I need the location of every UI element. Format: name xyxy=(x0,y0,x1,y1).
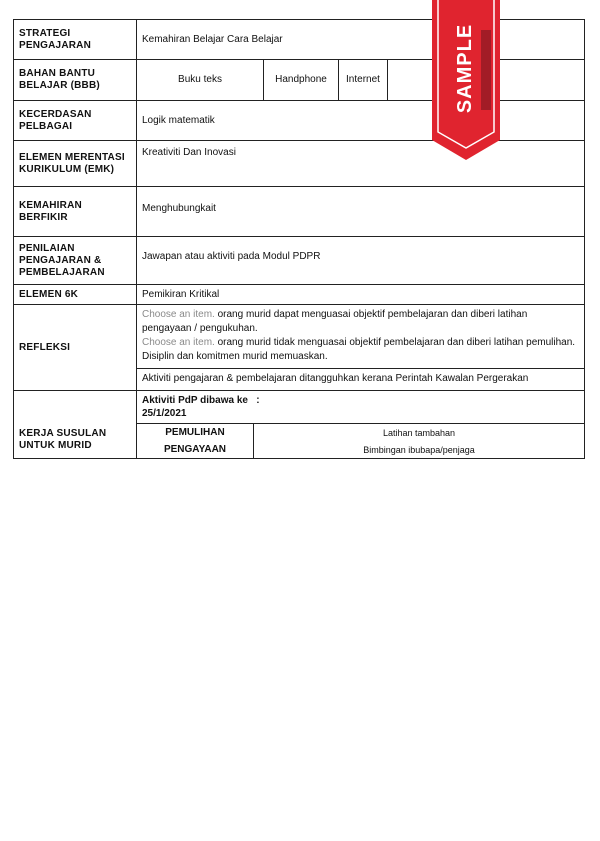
aktiviti-pdp-date: 25/1/2021 xyxy=(142,408,187,419)
label-elemen6k: ELEMEN 6K xyxy=(14,285,137,305)
kerja-susulan-subtable xyxy=(137,424,584,458)
label-strategi: STRATEGI PENGAJARAN xyxy=(14,20,137,60)
value-refleksi xyxy=(137,305,585,391)
value-kerja-susulan xyxy=(137,391,585,459)
label-kerja-susulan: KERJA SUSULAN UNTUK MURID xyxy=(14,391,137,459)
sample-ribbon-redaction xyxy=(481,30,491,110)
label-kemahiran: KEMAHIRAN BERFIKIR xyxy=(14,187,137,237)
row-refleksi xyxy=(14,305,585,391)
kerja-value-pemulihan: Latihan tambahan xyxy=(382,427,456,438)
bbb-item-handphone: Handphone xyxy=(264,60,339,100)
label-penilaian: PENILAIAN PENGAJARAN & PEMBELAJARAN xyxy=(14,237,137,285)
value-emk: Kreativiti Dan Inovasi xyxy=(137,141,585,187)
value-penilaian: Jawapan atau aktiviti pada Modul PDPR xyxy=(137,237,585,285)
kerja-label-pengayaan: PENGAYAAN xyxy=(137,441,254,458)
label-refleksi: REFLEKSI xyxy=(14,305,137,391)
refleksi-line-ditangguhkan: Aktiviti pengajaran & pembelajaran ditangguhkan kerana Perintah Kawalan Pergerakan xyxy=(142,373,529,384)
sample-ribbon-label: SAMPLE xyxy=(454,23,477,113)
bbb-item-internet: Internet xyxy=(339,60,388,100)
kerja-row-pemulihan xyxy=(137,424,584,441)
label-kecerdasan: KECERDASAN PELBAGAI xyxy=(14,101,137,141)
row-kemahiran xyxy=(14,187,585,237)
bbb-item-buku-teks: Buku teks xyxy=(137,60,264,100)
value-kecerdasan: Logik matematik xyxy=(137,101,585,141)
refleksi-line-dapat xyxy=(137,305,584,369)
refleksi-text-2: orang murid tidak menguasai objektif pembelajaran dan diberi latihan pemulihan. Disiplin dan komitmen murid memuaskan. xyxy=(142,337,576,362)
sample-ribbon-label-wrap xyxy=(450,18,482,118)
kerja-label-pemulihan: PEMULIHAN xyxy=(137,424,254,441)
row-penilaian xyxy=(14,237,585,285)
kerja-row-pengayaan xyxy=(137,441,584,458)
refleksi-text-1: orang murid dapat menguasai objektif pembelajaran dan diberi latihan pengayaan / pengukuhan. xyxy=(142,309,528,334)
value-elemen6k: Pemikiran Kritikal xyxy=(137,285,585,305)
label-emk: ELEMEN MERENTASI KURIKULUM (EMK) xyxy=(14,141,137,187)
refleksi-dropdown-1[interactable]: Choose an item. xyxy=(142,309,215,320)
label-bbb: BAHAN BANTU BELAJAR (BBB) xyxy=(14,60,137,101)
aktiviti-pdp-label: Aktiviti PdP dibawa ke : xyxy=(142,395,260,406)
value-kemahiran: Menghubungkait xyxy=(137,187,585,237)
row-elemen6k xyxy=(14,285,585,305)
aktiviti-pdp xyxy=(137,391,584,424)
value-strategi: Kemahiran Belajar Cara Belajar xyxy=(137,20,585,60)
kerja-value-pengayaan: Bimbingan ibubapa/penjaga xyxy=(363,444,475,455)
row-kerja-susulan xyxy=(14,391,585,459)
refleksi-dropdown-2[interactable]: Choose an item. xyxy=(142,337,215,348)
value-bbb xyxy=(137,60,585,101)
